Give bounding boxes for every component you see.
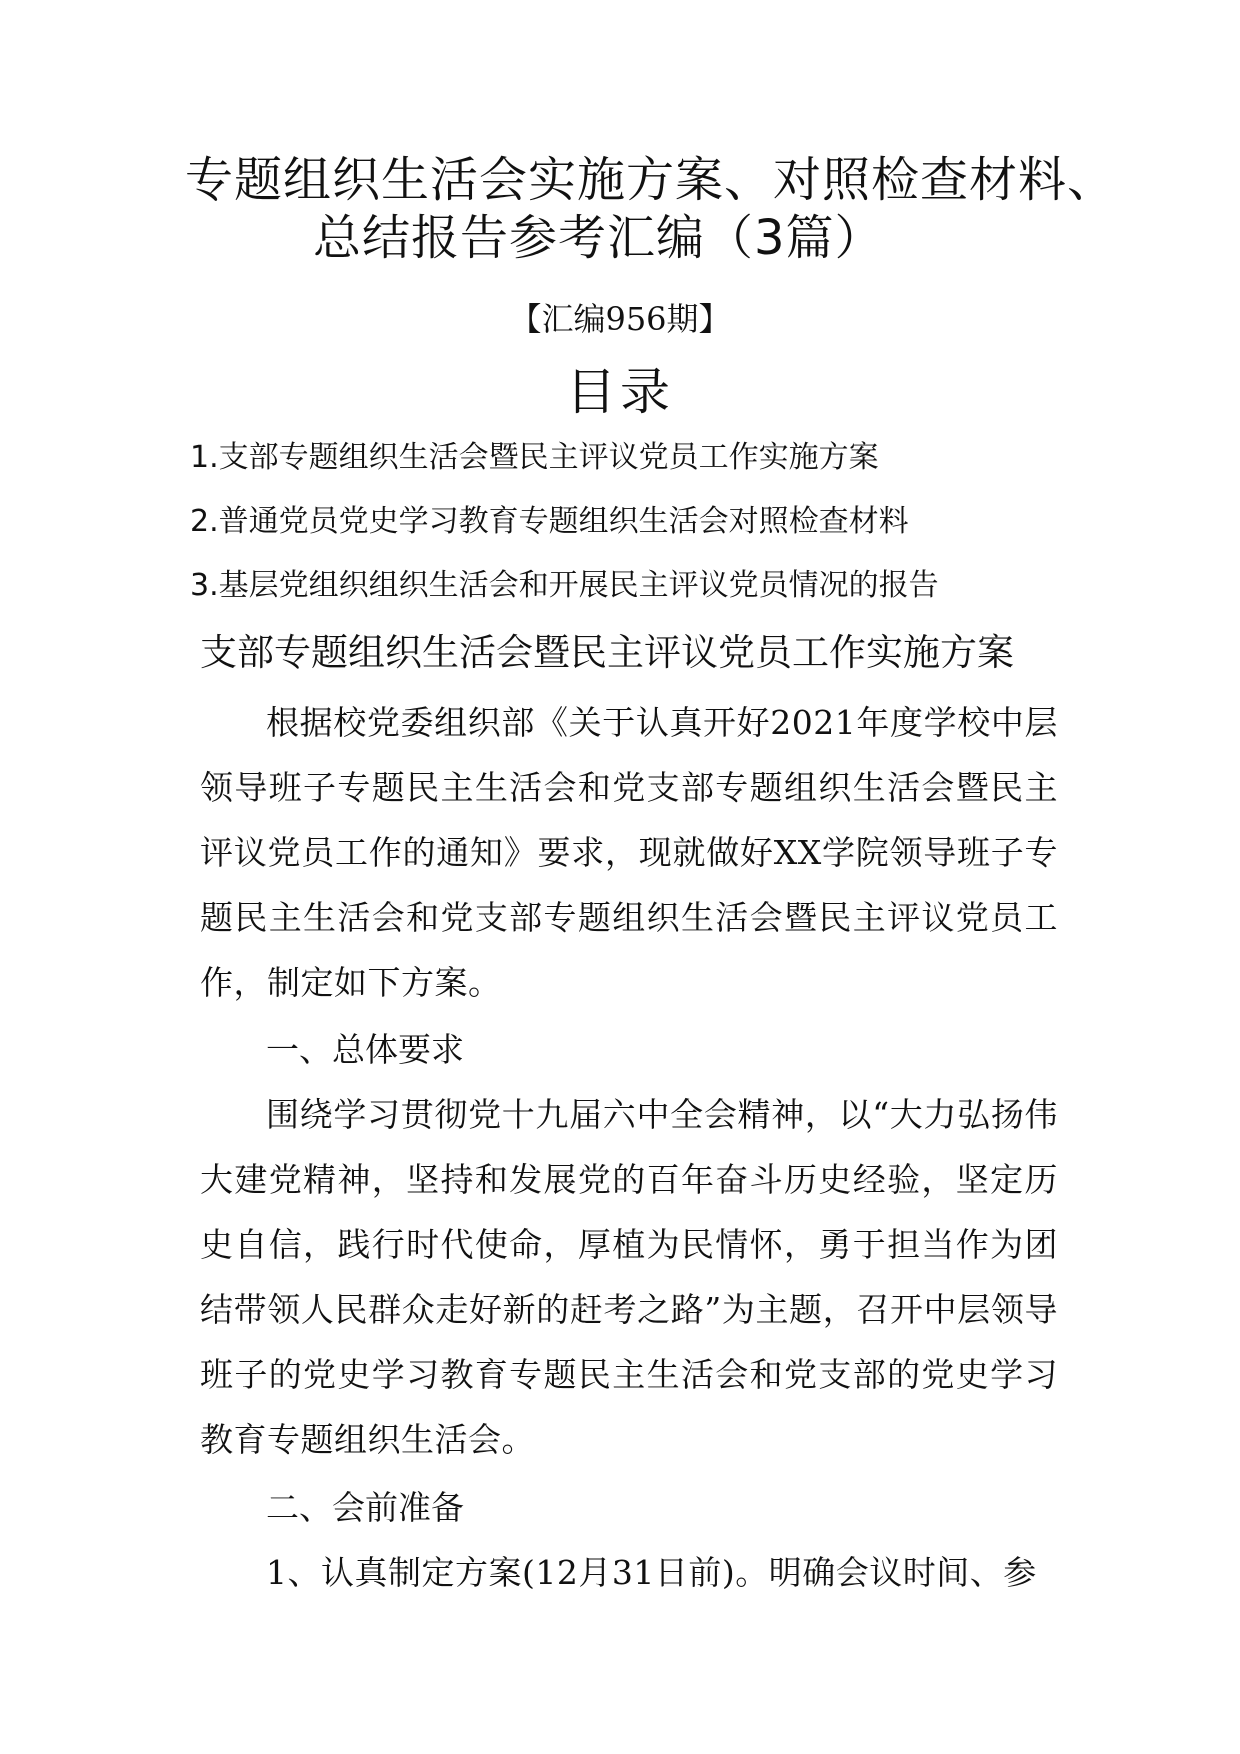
toc-item-3: 3.基层党组织组织生活会和开展民主评议党员情况的报告 bbox=[190, 568, 939, 603]
toc-item-1: 1.支部专题组织生活会暨民主评议党员工作实施方案 bbox=[190, 440, 879, 475]
section-heading-2: 二、会前准备 bbox=[266, 1488, 464, 1527]
section-heading-1: 一、总体要求 bbox=[266, 1030, 464, 1069]
body-paragraph-3: 1、认真制定方案(12月31日前)。明确会议时间、参 bbox=[266, 1553, 1037, 1592]
issue-number: 【汇编956期】 bbox=[509, 300, 731, 338]
document-title-line-2: 总结报告参考汇编（3篇） bbox=[313, 210, 884, 266]
toc-item-2: 2.普通党员党史学习教育专题组织生活会对照检查材料 bbox=[190, 504, 909, 539]
toc-heading: 目录 bbox=[566, 363, 674, 421]
body-paragraph-2: 围绕学习贯彻党十九届六中全会精神，以“大力弘扬伟大建党精神，坚持和发展党的百年奋斗历史经验，坚定历史自信，践行时代使命，厚植为民情怀，勇于担当作为团结带领人民群众走好新的赶考之路”为主题，召开中层领导班子的党史学习教育专题民主生活会和党支部的党史学习教育专题组织生活会。 bbox=[200, 1095, 1058, 1459]
body-paragraph-1: 根据校党委组织部《关于认真开好2021年度学校中层领导班子专题民主生活会和党支部专题组织生活会暨民主评议党员工作的通知》要求，现就做好XX学院领导班子专题民主生活会和党支部专题组织生活会暨民主评议党员工作，制定如下方案。 bbox=[200, 703, 1058, 1002]
section-title: 支部专题组织生活会暨民主评议党员工作实施方案 bbox=[200, 631, 1014, 674]
document-title-line-1: 专题组织生活会实施方案、对照检查材料、 bbox=[185, 152, 1117, 208]
